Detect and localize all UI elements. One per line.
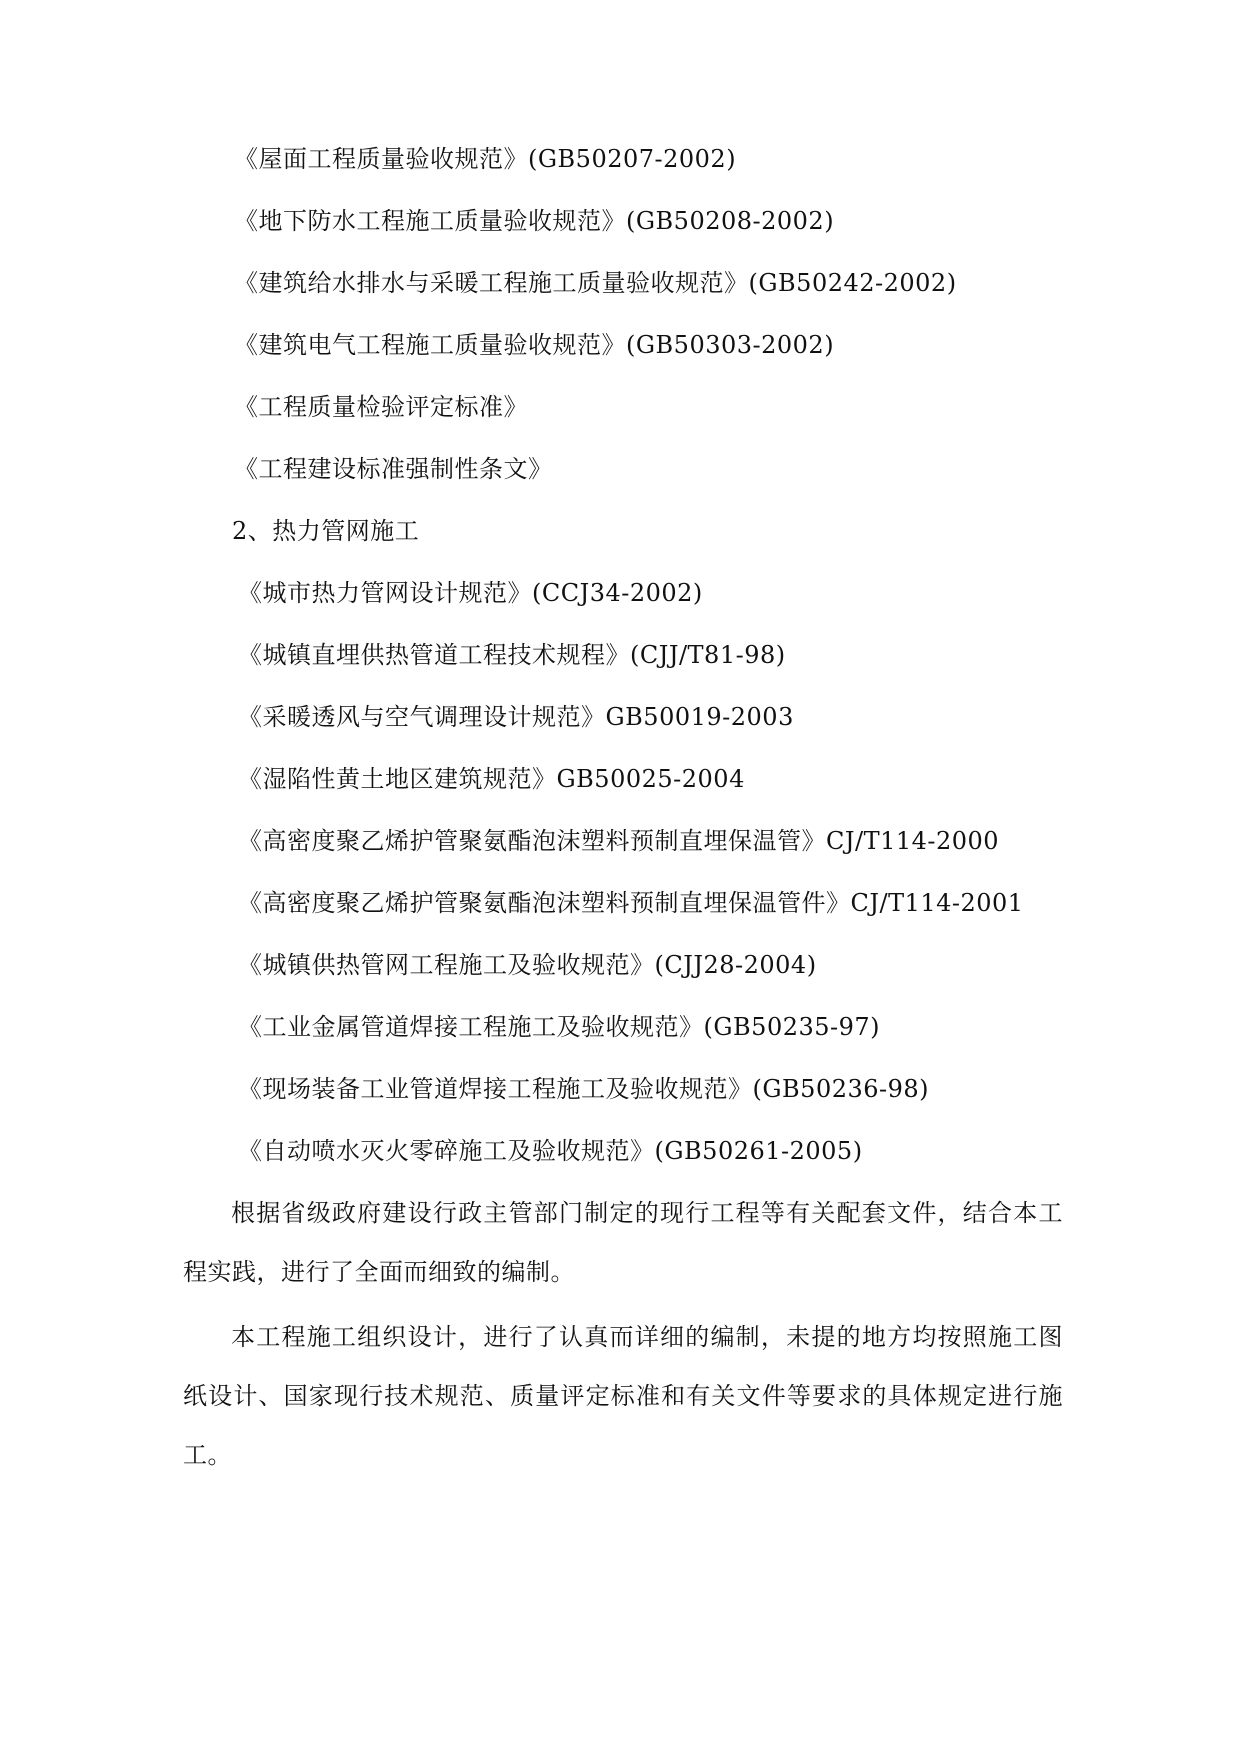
standard-item: 《高密度聚乙烯护管聚氨酯泡沫塑料预制直埋保温管件》CJ/T114-2001 <box>238 889 1024 917</box>
body-paragraph: 根据省级政府建设行政主管部门制定的现行工程等有关配套文件，结合本工程实践，进行了全面而细致的编制。 <box>183 1199 1063 1286</box>
standard-item: 《工程建设标准强制性条文》 <box>234 455 553 483</box>
standard-item: 《建筑电气工程施工质量验收规范》(GB50303-2002) <box>234 331 835 359</box>
standard-item: 《地下防水工程施工质量验收规范》(GB50208-2002) <box>234 207 835 235</box>
standard-item: 《现场装备工业管道焊接工程施工及验收规范》(GB50236-98) <box>238 1075 930 1103</box>
standard-item: 《城镇直埋供热管道工程技术规程》(CJJ/T81-98) <box>238 641 786 669</box>
standard-item: 《采暖透风与空气调理设计规范》GB50019-2003 <box>238 703 794 731</box>
standard-item: 《高密度聚乙烯护管聚氨酯泡沫塑料预制直埋保温管》CJ/T114-2000 <box>238 827 1000 855</box>
standard-item: 《湿陷性黄土地区建筑规范》GB50025-2004 <box>238 765 745 793</box>
section-heading: 2、热力管网施工 <box>232 517 420 545</box>
standard-item: 《工业金属管道焊接工程施工及验收规范》(GB50235-97) <box>238 1013 881 1041</box>
body-paragraph: 本工程施工组织设计，进行了认真而详细的编制，未提的地方均按照施工图纸设计、国家现行技术规范、质量评定标准和有关文件等要求的具体规定进行施工。 <box>183 1323 1063 1469</box>
standard-item: 《屋面工程质量验收规范》(GB50207-2002) <box>234 145 737 173</box>
standard-item: 《城镇供热管网工程施工及验收规范》(CJJ28-2004) <box>238 951 817 979</box>
standard-item: 《城市热力管网设计规范》(CCJ34-2002) <box>238 579 703 607</box>
standard-item: 《自动喷水灭火零碎施工及验收规范》(GB50261-2005) <box>238 1137 863 1165</box>
standard-item: 《建筑给水排水与采暖工程施工质量验收规范》(GB50242-2002) <box>234 269 957 297</box>
standard-item: 《工程质量检验评定标准》 <box>234 393 528 421</box>
